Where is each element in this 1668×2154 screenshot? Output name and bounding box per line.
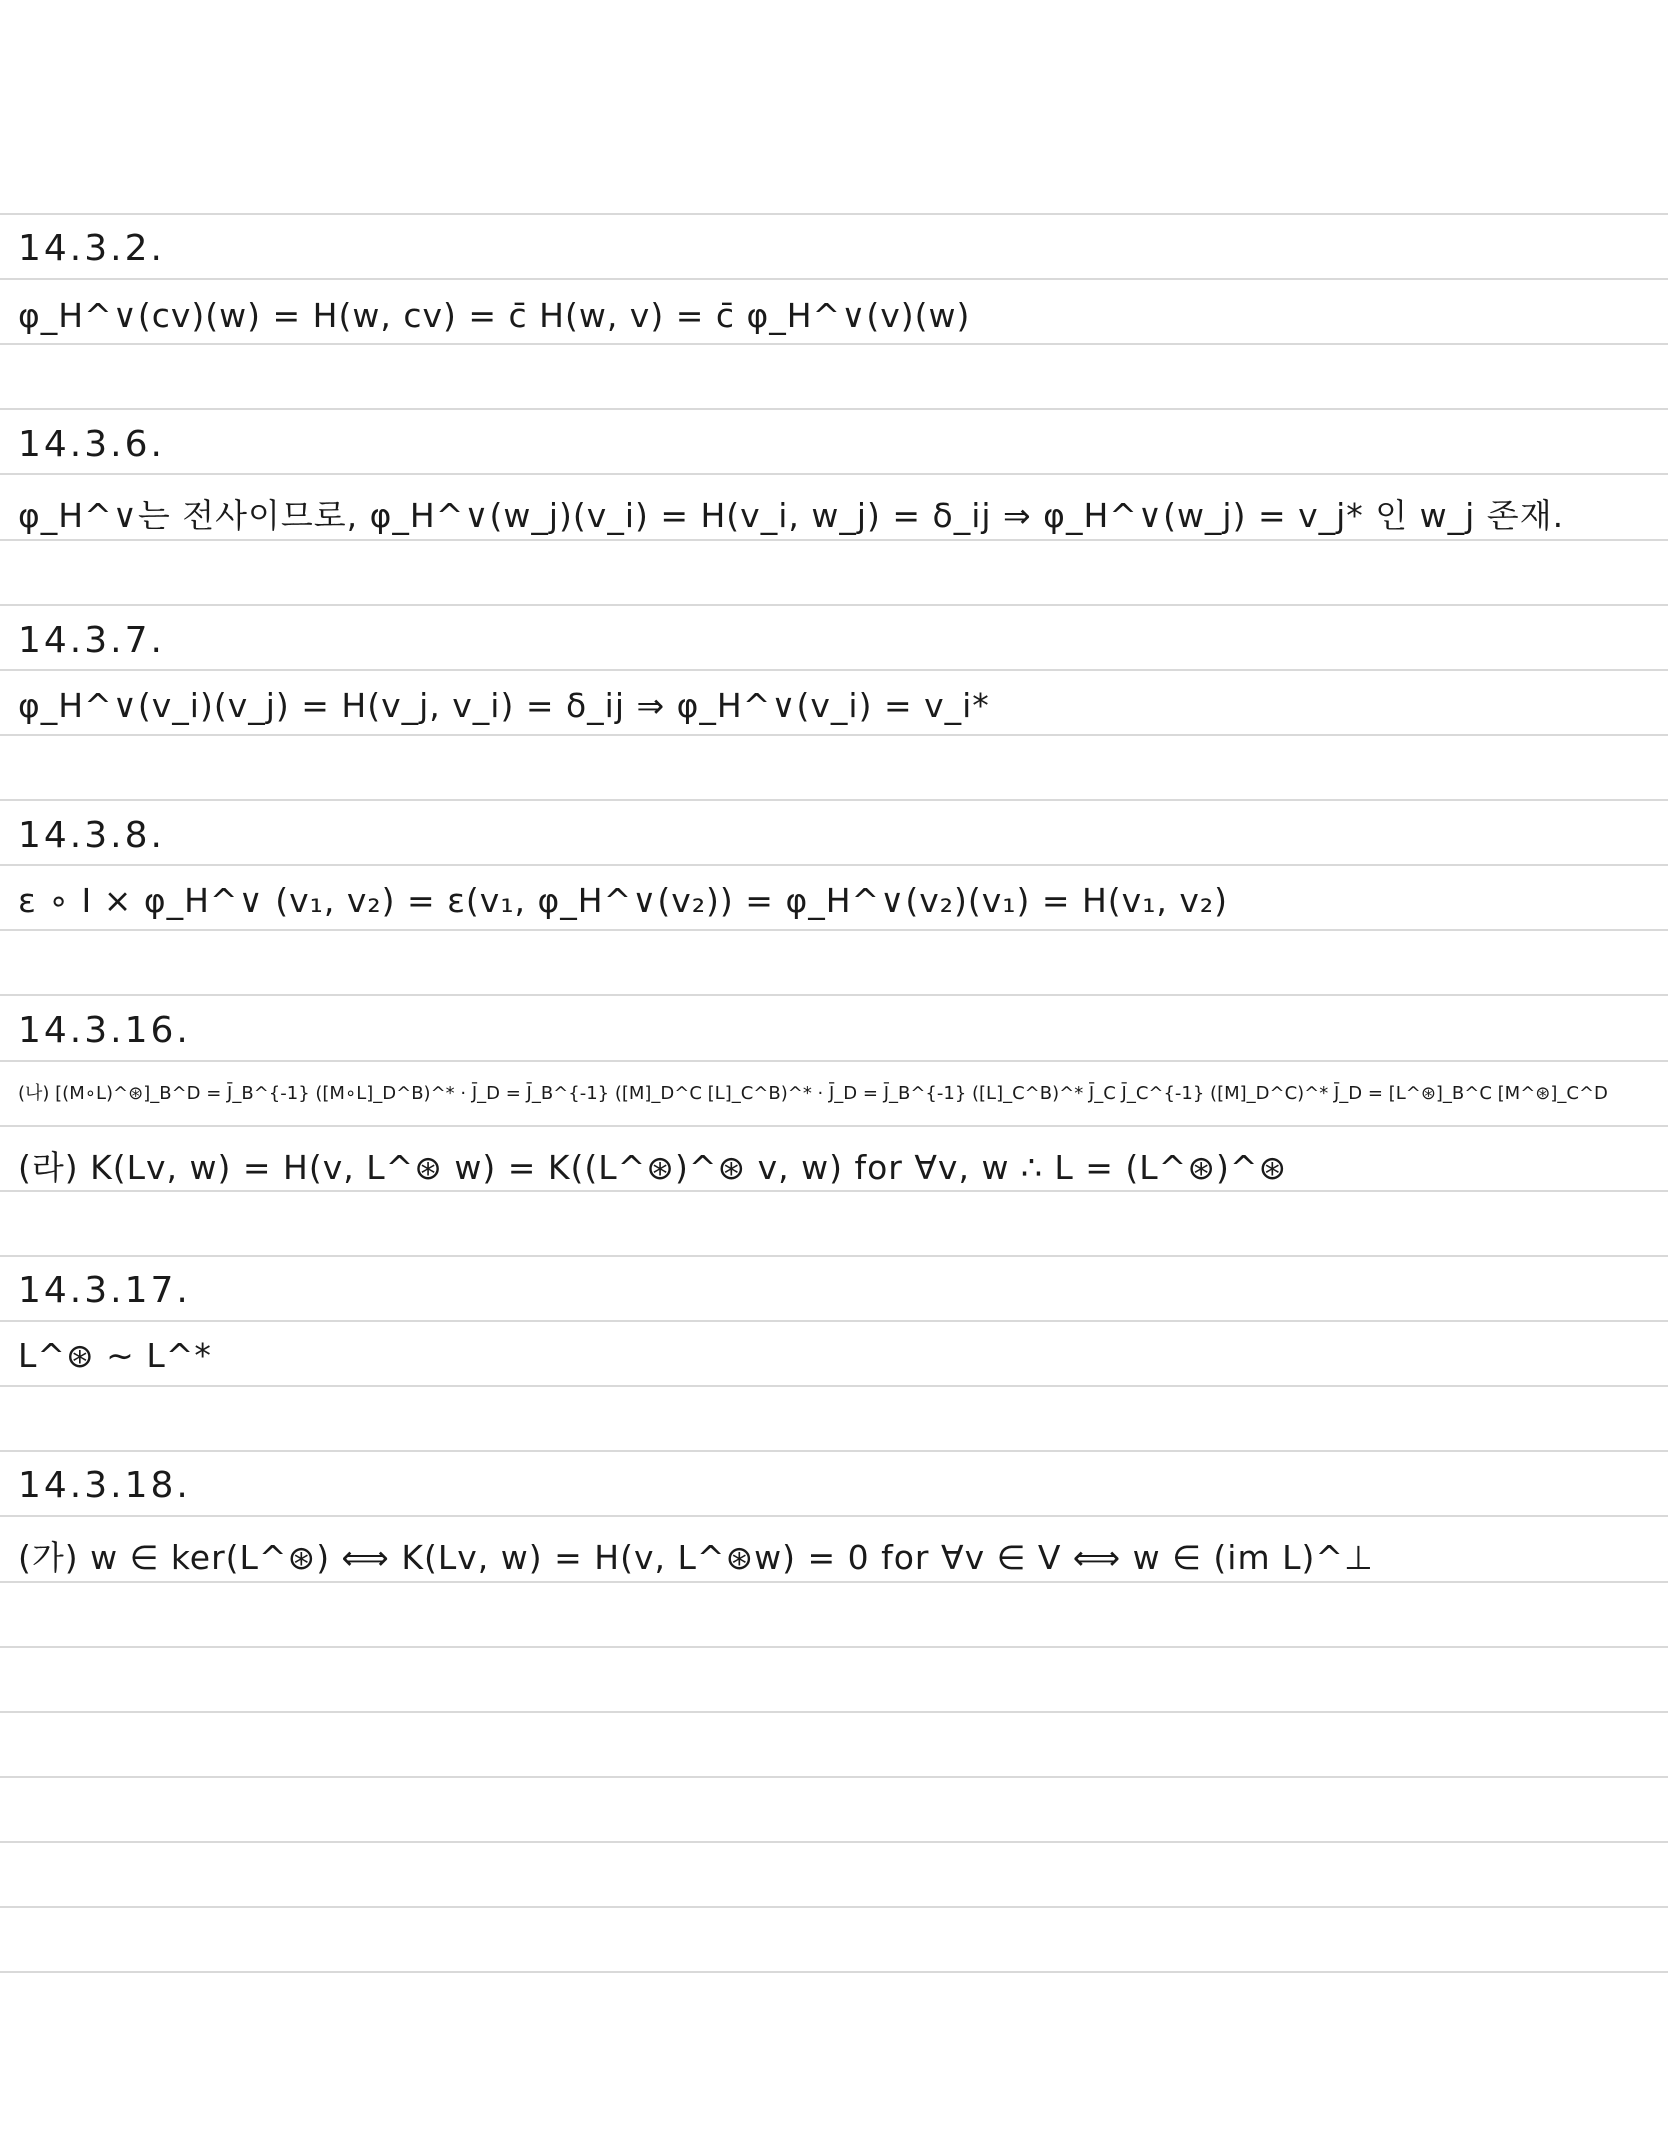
ruled-line	[0, 343, 1668, 345]
ruled-line	[0, 1971, 1668, 1973]
ruled-line	[0, 994, 1668, 996]
section-heading: 14.3.16.	[18, 1010, 191, 1051]
ruled-line	[0, 799, 1668, 801]
ruled-line	[0, 1385, 1668, 1387]
formula-line: φ_H^∨(v_i)(v_j) = H(v_j, v_i) = δ_ij ⇒ φ_H^∨(v_i) = v_i*	[18, 686, 990, 725]
section-heading: 14.3.17.	[18, 1270, 191, 1311]
ruled-line	[0, 278, 1668, 280]
ruled-line	[0, 1320, 1668, 1322]
ruled-line	[0, 1190, 1668, 1192]
section-heading: 14.3.18.	[18, 1465, 191, 1506]
ruled-line	[0, 1060, 1668, 1062]
section-heading: 14.3.2.	[18, 228, 165, 269]
formula-line: (라) K(Lv, w) = H(v, L^⊛ w) = K((L^⊛)^⊛ v, w) for ∀v, w ∴ L = (L^⊛)^⊛	[18, 1148, 1288, 1187]
ruled-line	[0, 1255, 1668, 1257]
ruled-line	[0, 213, 1668, 215]
formula-line: φ_H^∨는 전사이므로, φ_H^∨(w_j)(v_i) = H(v_i, w_j) = δ_ij ⇒ φ_H^∨(w_j) = v_j* 인 w_j 존재.	[18, 496, 1565, 535]
ruled-line	[0, 408, 1668, 410]
ruled-line	[0, 1906, 1668, 1908]
ruled-line	[0, 1125, 1668, 1127]
formula-line: ε ∘ I × φ_H^∨ (v₁, v₂) = ε(v₁, φ_H^∨(v₂)) = φ_H^∨(v₂)(v₁) = H(v₁, v₂)	[18, 881, 1229, 920]
formula-line: (나) [(M∘L)^⊛]_B^D = J̄_B^{-1} ([M∘L]_D^B)^* · J̄_D = J̄_B^{-1} ([M]_D^C [L]_C^B)^* · J̄_D = J̄_B^{-1} ([L]_C^B)^* J̄_C J̄_C^{-1} ([M]_D^C)^* J̄_D = [L^⊛]_B^C [M^⊛]_C^D	[18, 1083, 1608, 1104]
formula-line: φ_H^∨(cv)(w) = H(w, cv) = c̄ H(w, v) = c̄ φ_H^∨(v)(w)	[18, 296, 971, 335]
ruled-line	[0, 1776, 1668, 1778]
section-heading: 14.3.6.	[18, 424, 165, 465]
ruled-line	[0, 1646, 1668, 1648]
ruled-line	[0, 1711, 1668, 1713]
ruled-line	[0, 473, 1668, 475]
ruled-line	[0, 929, 1668, 931]
ruled-line	[0, 669, 1668, 671]
ruled-line	[0, 604, 1668, 606]
ruled-line	[0, 1515, 1668, 1517]
ruled-line	[0, 539, 1668, 541]
section-heading: 14.3.8.	[18, 815, 165, 856]
formula-line: (가) w ∈ ker(L^⊛) ⟺ K(Lv, w) = H(v, L^⊛w) = 0 for ∀v ∈ V ⟺ w ∈ (im L)^⊥	[18, 1538, 1374, 1577]
ruled-line	[0, 1581, 1668, 1583]
ruled-line	[0, 734, 1668, 736]
ruled-line	[0, 864, 1668, 866]
ruled-line	[0, 1450, 1668, 1452]
section-heading: 14.3.7.	[18, 620, 165, 661]
formula-line: L^⊛ ∼ L^*	[18, 1336, 212, 1375]
ruled-line	[0, 1841, 1668, 1843]
